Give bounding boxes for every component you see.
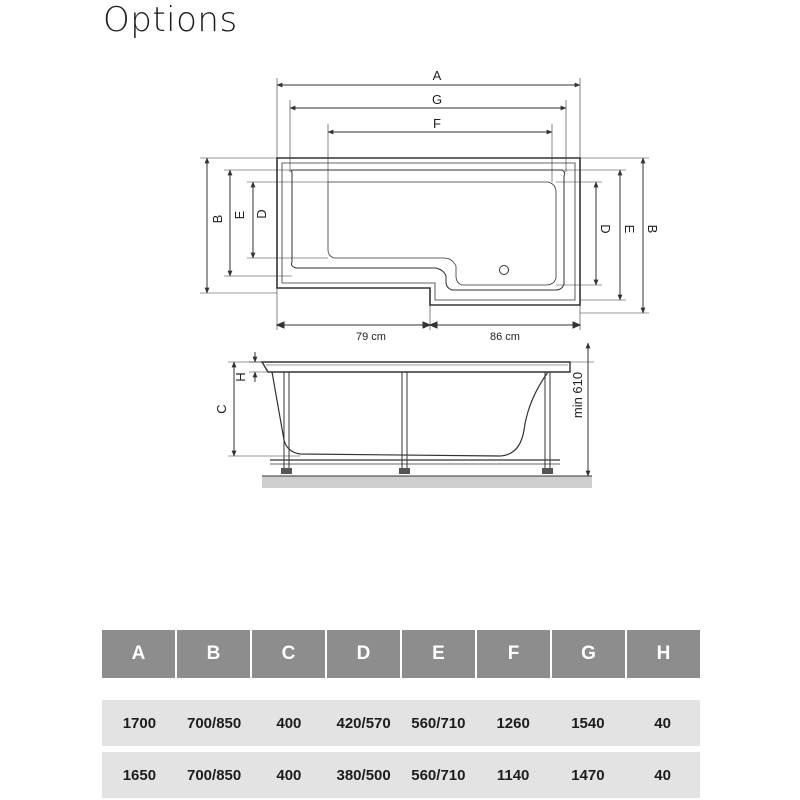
table-cell: 560/710 [411,766,466,784]
label-A: A [432,68,442,83]
header-cell-c: C [252,630,327,678]
table-cell: 1540 [571,714,605,732]
label-width-left: 79 cm [356,331,386,343]
table-cell: 420/570 [336,714,391,732]
bath-outline-rim [282,163,575,300]
table-cell: 380/500 [336,766,391,784]
header-cell-h: H [627,630,700,678]
header-cell-e: E [402,630,477,678]
table-cell: 700/850 [187,766,242,784]
table-cell: 1140 [496,766,530,784]
label-D-left: D [254,209,269,219]
side-view [228,343,594,488]
header-cell-a: A [102,630,177,678]
label-min-height: min 610 [570,371,585,419]
table-cell: 1650 [122,766,157,784]
table-cell: 1260 [496,714,530,732]
header-cell-d: D [327,630,402,678]
dimensions-table [102,630,700,798]
bath-floor [328,182,556,285]
label-F: F [433,116,441,131]
label-width-right: 86 cm [490,331,520,343]
bath-basin [291,170,564,290]
table-cell: 700/850 [187,714,242,732]
table-cell: 1700 [122,714,157,732]
header-cell-g: G [552,630,627,678]
floor [262,476,592,488]
label-H: H [233,372,248,382]
table-cell: 560/710 [411,714,466,732]
drain-icon [500,266,509,275]
label-B-right: B [645,224,660,234]
tub-body [272,372,548,456]
table-header-row [102,630,700,678]
label-G: G [431,92,443,107]
table-row [102,752,700,798]
plan-view [200,78,649,330]
tub-rim [262,362,570,372]
label-D-right: D [598,224,613,234]
header-cell-b: B [177,630,252,678]
table-row [102,700,700,746]
label-C: C [214,404,229,414]
table-cell: 400 [276,766,302,784]
table-cell: 400 [276,714,302,732]
label-E-left: E [232,210,247,220]
table-cell: 1470 [571,766,605,784]
label-E-right: E [622,224,637,234]
table-cell: 40 [654,714,671,732]
label-B-left: B [210,214,225,224]
header-cell-f: F [477,630,552,678]
table-cell: 40 [654,766,671,784]
page-title: Options [103,0,238,40]
